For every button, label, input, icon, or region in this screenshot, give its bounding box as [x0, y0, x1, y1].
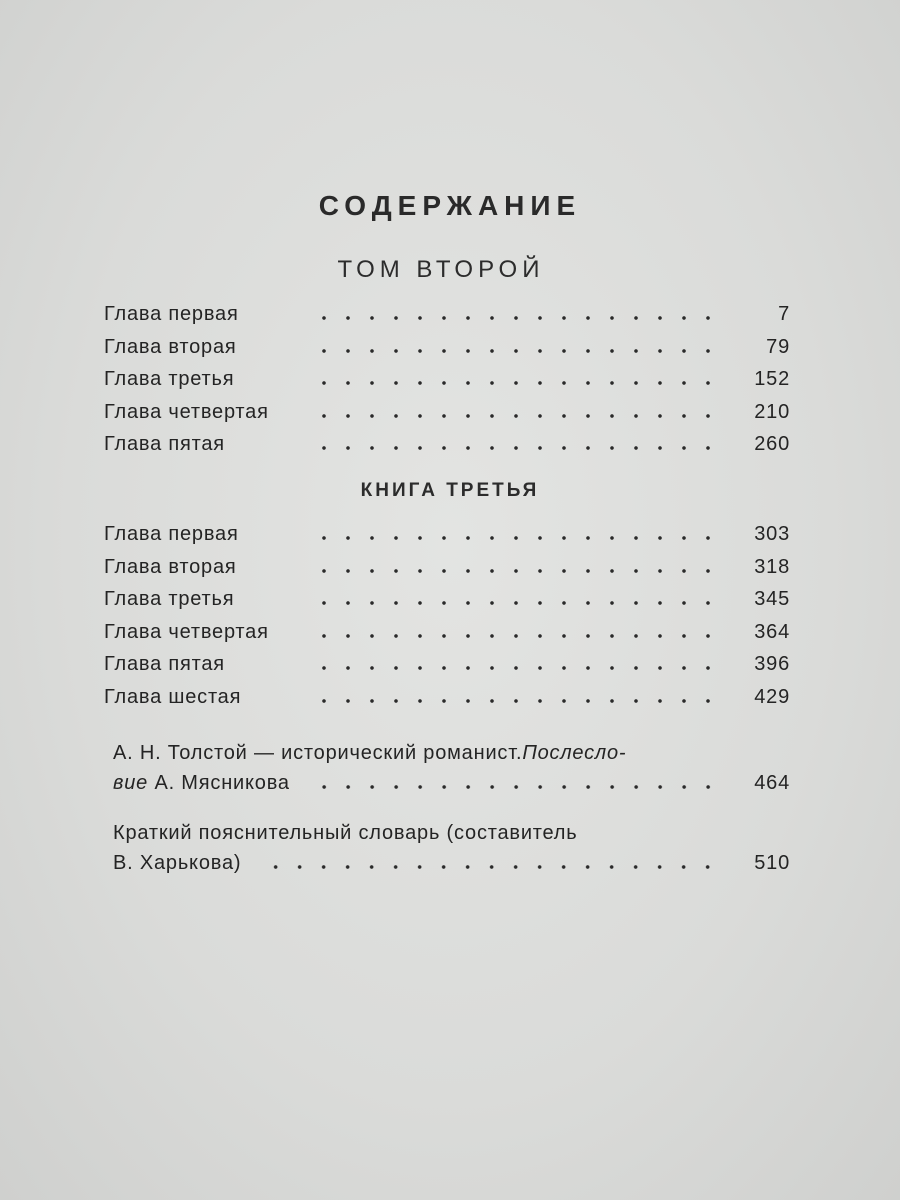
toc-entry: [104, 551, 790, 584]
dot-leader: [314, 666, 720, 670]
toc-entry-page: 260: [754, 433, 790, 455]
afterword-entry: [113, 738, 790, 798]
page-title: СОДЕРЖАНИЕ: [318, 190, 582, 221]
toc-entry-label: Глава вторая: [104, 555, 237, 578]
toc-entry: [104, 363, 790, 396]
afterword-editor-name: А. Мясникова: [154, 772, 290, 794]
toc-entry-page: 429: [754, 685, 790, 708]
glossary-title: Краткий пояснительный словарь (составитель: [113, 822, 578, 844]
dot-leader: [314, 634, 720, 638]
toc-entry-page: 7: [778, 303, 790, 325]
dot-leader: [314, 316, 720, 320]
volume-toc-list: [104, 298, 790, 461]
toc-entry-label: Глава четвертая: [104, 620, 269, 643]
toc-entry: [104, 518, 790, 551]
glossary-page: 510: [754, 852, 790, 874]
toc-entry-page: 210: [754, 400, 790, 423]
toc-entry-page: 364: [754, 620, 790, 643]
book-toc-list: [104, 518, 790, 713]
dot-leader: [304, 785, 720, 789]
toc-entry-label: Глава третья: [104, 368, 235, 390]
toc-entry: [104, 583, 790, 616]
afterword-line-1: [113, 738, 790, 768]
toc-entry: [104, 331, 790, 364]
toc-entry-page: 152: [754, 368, 790, 390]
toc-entry: [104, 648, 790, 681]
toc-entry-page: 345: [754, 588, 790, 610]
toc-entry: [104, 298, 790, 331]
dot-leader: [314, 446, 720, 450]
dot-leader: [314, 536, 720, 540]
dot-leader: [314, 349, 720, 353]
toc-entry-label: Глава четвертая: [104, 400, 269, 423]
afterword-italic-text: Послесло-: [522, 742, 627, 764]
dot-leader: [314, 601, 720, 605]
toc-entry: [104, 396, 790, 429]
toc-entry-page: 79: [766, 335, 790, 358]
dot-leader: [314, 381, 720, 385]
glossary-line-2: [113, 848, 790, 878]
afterword-line-2: [113, 768, 790, 798]
afterword-author-text: А. Н. Толстой — исторический романист.: [113, 742, 523, 764]
toc-entry-label: Глава первая: [104, 303, 239, 325]
toc-entry: [104, 616, 790, 649]
toc-entry-label: Глава пятая: [104, 653, 225, 675]
toc-entry-label: Глава пятая: [104, 433, 225, 455]
dot-leader: [314, 414, 720, 418]
afterword-page: 464: [754, 772, 790, 794]
volume-heading: ТОМ ВТОРОЙ: [337, 256, 545, 283]
toc-entry-label: Глава первая: [104, 523, 239, 545]
toc-entry-label: Глава вторая: [104, 335, 237, 358]
dot-leader: [314, 569, 720, 573]
toc-entry: [104, 428, 790, 461]
toc-entry-page: 396: [754, 653, 790, 675]
glossary-line-1: [113, 818, 790, 848]
glossary-compiler: В. Харькова): [113, 852, 242, 874]
afterword-italic-continued: вие: [113, 772, 149, 794]
dot-leader: [255, 865, 720, 869]
toc-entry-page: 303: [754, 523, 790, 545]
toc-entry-label: Глава шестая: [104, 685, 242, 708]
toc-entry: [104, 681, 790, 714]
toc-entry-label: Глава третья: [104, 588, 235, 610]
book-heading: КНИГА ТРЕТЬЯ: [360, 480, 540, 501]
toc-entry-page: 318: [754, 555, 790, 578]
glossary-entry: [113, 818, 790, 878]
dot-leader: [314, 699, 720, 703]
